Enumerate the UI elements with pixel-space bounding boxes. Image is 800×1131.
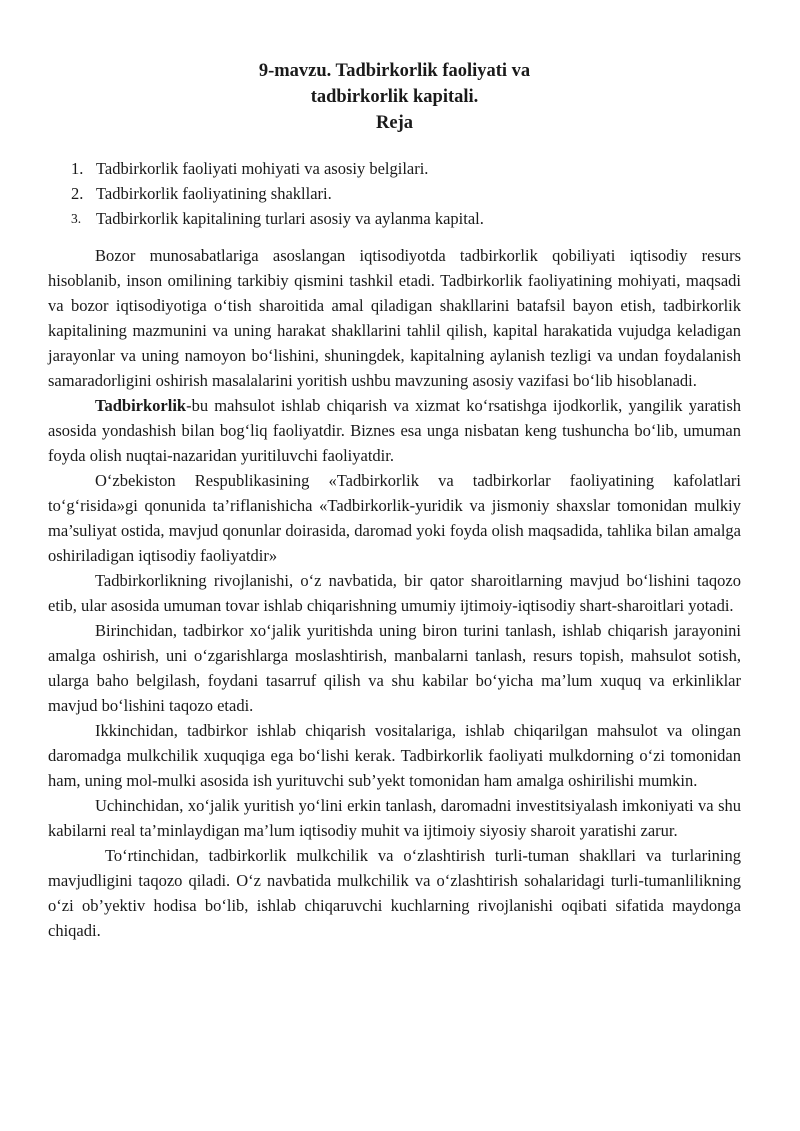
paragraph-law: O‘zbekiston Respublikasining «Tadbirkorlik va tadbirkorlar faoliyatining kafolatlari to‘g‘risida»gi qonunida ta’riflanishicha «Tadbirkorlik-yuridik va jismoniy shaxslar tomonidan mulkiy ma’suliyat ostida, mavjud qonunlar doirasida, daromad yoki foyda olish maqsadida, tahlika bilan amalga oshiriladigan iqtisodiy faoliyatdir» bbox=[48, 471, 741, 565]
paragraph-conditions: Tadbirkorlikning rivojlanishi, o‘z navbatida, bir qator sharoitlarning mavjud bo‘lishini taqozo etib, ular asosida umuman tovar ishlab chiqarishning umumiy ijtimoiy-iqtisodiy shart-sharoitlari yotadi. bbox=[48, 571, 741, 615]
plan-item-number: 3. bbox=[71, 211, 82, 226]
plan-item bbox=[48, 181, 741, 206]
paragraph-intro: Bozor munosabatlariga asoslangan iqtisodiyotda tadbirkorlik qobiliyati iqtisodiy resurs hisoblanib, inson omilining tarkibiy qismini tashkil etadi. Tadbirkorlik faoliyatining mohiyati, maqsadi va bozor iqtisodiyotiga o‘tish sharoitida amal qiladigan shakllarini batafsil bayon etish, tadbirkorlik kapitalining mazmunini va uning harakat shakllarini tahlil qilish, kapital harakatida vujudga keladigan jarayonlar va uning namoyon bo‘lishini, shuningdek, kapitalning aylanish tezligi va undan foydalanish samaradorligini oshirish masalalarini yoritish ushbu mavzuning asosiy vazifasi bo‘lib hisoblanadi. bbox=[48, 246, 741, 390]
plan-item bbox=[48, 206, 741, 231]
paragraph-second: Ikkinchidan, tadbirkor ishlab chiqarish vositalariga, ishlab chiqarilgan mahsulot va olingan daromadga mulkchilik xuquqiga ega bo‘lishi kerak. Tadbirkorlik faoliyati mulkdorning o‘zi tomonidan ham, uning mol-mulki asosida ish yurituvchi sub’yekt tomonidan ham amalga oshirilishi mumkin. bbox=[48, 721, 741, 790]
title-line-2: tadbirkorlik kapitali. bbox=[310, 87, 479, 107]
paragraph-fourth: To‘rtinchidan, tadbirkorlik mulkchilik va o‘zlashtirish turli-tuman shakllari va turlarining mavjudligini taqozo qiladi. O‘z navbatida mulkchilik va o‘zlashtirish sohalaridagi turli-tumanlilikning o‘zi ob’yektiv hodisa bo‘lib, ishlab chiqaruvchi kuchlarning rivojlanishi oqibati sifatida maydonga chiqadi. bbox=[48, 846, 741, 940]
plan-item-number: 2. bbox=[71, 184, 84, 203]
paragraph-first: Birinchidan, tadbirkor xo‘jalik yuritishda uning biron turini tanlash, ishlab chiqarish jarayonini amalga oshirish, uni o‘zgarishlarga moslashtirish, manbalarni tanlash, resurs topish, mahsulot sotish, ularga baho belgilash, foydani tasarruf qilish va shu kabilar bo‘yicha ma’lum xuquq va erkinliklar mavjud bo‘lishini taqozo etadi. bbox=[48, 621, 741, 715]
plan-item-text: Tadbirkorlik faoliyatining shakllari. bbox=[96, 184, 332, 203]
body-text bbox=[48, 243, 741, 943]
plan-item bbox=[48, 156, 741, 181]
plan-item-text: Tadbirkorlik faoliyati mohiyati va asosiy belgilari. bbox=[96, 159, 429, 178]
paragraph-definition bbox=[48, 393, 741, 468]
title-line-1: 9-mavzu. Tadbirkorlik faoliyati va bbox=[258, 61, 531, 81]
topic-heading bbox=[48, 58, 741, 136]
term-bold: Tadbirkorlik bbox=[95, 396, 187, 415]
plan-heading: Reja bbox=[376, 113, 413, 133]
plan-list bbox=[48, 156, 741, 231]
plan-item-number: 1. bbox=[71, 159, 84, 178]
paragraph-third: Uchinchidan, xo‘jalik yuritish yo‘lini erkin tanlash, daromadni investitsiyalash imkoniyati va shu kabilarni real ta’minlaydigan ma’lum iqtisodiy muhit va ijtimoiy siyosiy sharoit yaratishi zarur. bbox=[48, 796, 741, 840]
document-page bbox=[48, 58, 741, 943]
definition-text: -bu mahsulot ishlab chiqarish va xizmat ko‘rsatishga ijodkorlik, yangilik yaratish asosida yondashish bilan bog‘liq faoliyatdir. Biznes esa unga nisbatan keng tushuncha bo‘lib, umuman foyda olish nuqtai-nazaridan yuritiluvchi faoliyatdir. bbox=[48, 396, 741, 465]
plan-item-text: Tadbirkorlik kapitalining turlari asosiy va aylanma kapital. bbox=[96, 209, 484, 228]
